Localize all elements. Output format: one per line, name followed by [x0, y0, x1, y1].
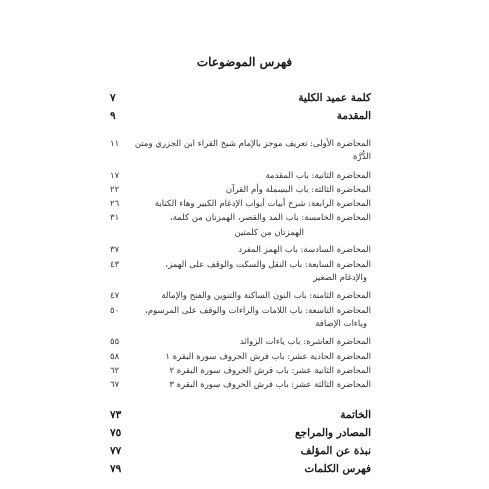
toc-entry: [110, 92, 371, 105]
toc-entry-text: المحاضرة الثانية: باب المقدمة: [265, 171, 371, 181]
toc-entry: [110, 427, 371, 440]
toc-entry-text: المحاضرة الخامسة: باب المد والقصر، الهمزتان من كلمة،: [169, 213, 371, 223]
toc-entry: [110, 184, 371, 197]
toc-entry-page: ٦٧: [110, 380, 120, 390]
toc-entry-page: ٧٣: [110, 409, 122, 421]
toc-entry-text: المحاضرة السادسة: باب الهمز المفرد: [238, 245, 371, 255]
toc-entry-text: المقدمة: [336, 110, 371, 122]
toc-entry-page: ٤٧: [110, 291, 120, 301]
toc-entry-text: المحاضرة الرابعة: شرح أبيات أبواب الإدغام الكبير وهاء الكناية: [154, 199, 371, 209]
toc-entry-page: ٦٢: [110, 366, 120, 376]
toc-entry-text: فهرس الكلمات: [304, 463, 371, 475]
toc-entry-text: المحاضرة السابعة: باب النقل والسكت والوقف على الهمز،: [165, 260, 371, 270]
toc-entry: [110, 290, 371, 303]
toc-entry-page: ٧٧: [110, 445, 122, 457]
toc-entry-text: المحاضرة التاسعة: باب اللامات والراءات والوقف على المرسوم،: [145, 306, 371, 316]
toc-entry-text: المحاضرة العاشرة: باب ياءات الزوائد: [239, 337, 371, 347]
toc-entry-page: ٧٥: [110, 427, 122, 439]
toc-entry-page: ٥٠: [110, 306, 120, 316]
toc-entry-page: ٢٢: [110, 185, 120, 195]
toc-entry: [110, 336, 371, 349]
toc-entry-text: كلمة عميد الكلية: [298, 92, 371, 104]
page-title: فهرس الموضوعات: [196, 55, 293, 69]
toc-entry-page: ٢٦: [110, 199, 120, 209]
toc-entry-continuation: والإدغام الصغير: [313, 273, 367, 283]
toc-entry: [110, 212, 371, 225]
toc-entry: [110, 138, 371, 164]
toc-entry: [110, 110, 371, 123]
toc-entry-page: ٣٧: [110, 245, 120, 255]
toc-entry-page: ٥٨: [110, 352, 120, 362]
toc-entry-text: نبذة عن المؤلف: [300, 445, 371, 457]
toc-entry: [110, 170, 371, 183]
toc-entry-text: المحاضرة الحادية عشر: باب فرش الحروف سورة البقرة ١: [165, 352, 371, 362]
toc-entry-text: المصادر والمراجع: [295, 427, 371, 439]
toc-entry: [110, 445, 371, 458]
toc-entry: [110, 198, 371, 211]
toc-entry-text: المحاضرة الثامنة: باب النون الساكنة والتنوين والفتح والإمالة: [161, 291, 371, 301]
toc-entry-text: المحاضرة الثالثة: باب البسملة وأم القرآن: [225, 185, 371, 195]
toc-entry-page: ٩: [110, 110, 116, 122]
toc-entry-text: الخاتمة: [340, 409, 371, 421]
toc-entry-page: ٤٣: [110, 260, 120, 270]
toc-entry-continuation: الهمزتان من كلمتين: [234, 228, 304, 238]
toc-entry-text: المحاضرة الثالثة عشر: باب فرش الحروف سورة البقرة ٣: [169, 380, 371, 390]
toc-entry: [110, 365, 371, 378]
toc-entry-page: ٥٥: [110, 337, 120, 347]
toc-entry-page: ١٧: [110, 171, 120, 181]
toc-entry-page: ١١: [110, 139, 120, 149]
toc-entry-text: المحاضرة الثانية عشر: باب فرش الحروف سورة البقرة ٢: [169, 366, 371, 376]
toc-entry-text: المحاضرة الأولى: تعريف موجز بالإمام شيخ القراء ابن الجزري ومتن الدُّرَّة: [134, 139, 371, 162]
toc-entry-continuation: وياءات الإضافة: [315, 319, 367, 329]
toc-entry: [110, 244, 371, 257]
toc-entry: [110, 351, 371, 364]
toc-entry-page: ٧: [110, 92, 116, 104]
toc-entry: [110, 379, 371, 392]
toc-entry: [110, 463, 371, 476]
toc-entry: [110, 305, 371, 318]
toc-entry: [110, 409, 371, 422]
toc-entry: [110, 259, 371, 272]
toc-entry-page: ٧٩: [110, 463, 122, 475]
toc-entry-page: ٣١: [110, 213, 120, 223]
